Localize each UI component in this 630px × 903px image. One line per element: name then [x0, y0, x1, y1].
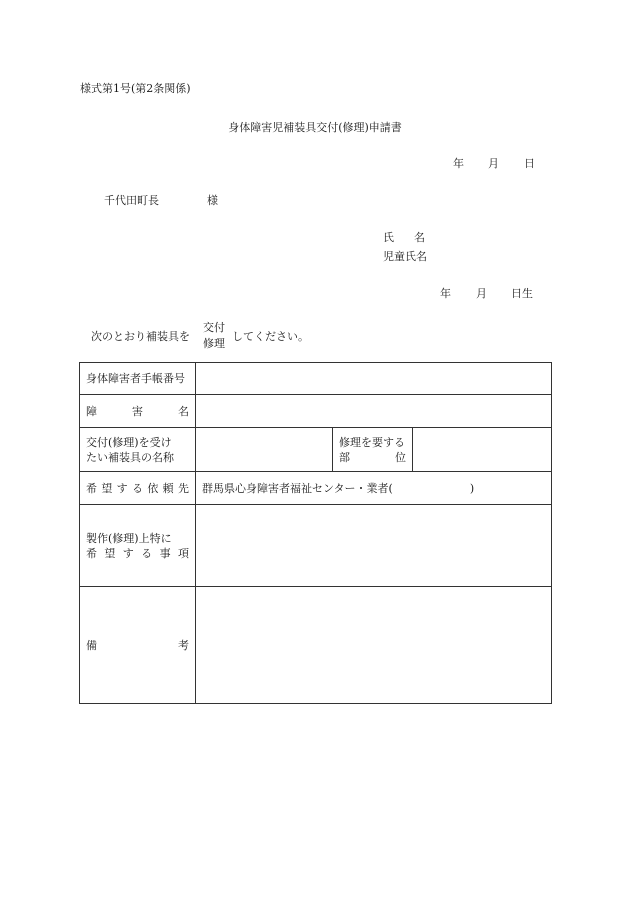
request-suffix: してください。	[232, 330, 309, 343]
repair-part-field[interactable]	[413, 428, 552, 472]
remarks-field[interactable]	[196, 587, 552, 704]
device-name-label: 交付(修理)を受け たい補装具の名称	[80, 428, 196, 472]
birth-date	[0, 288, 630, 300]
applicant-name-label	[383, 232, 425, 243]
row-handbook	[80, 363, 552, 395]
date-day-label: 日	[524, 157, 535, 170]
special-requests-field[interactable]	[196, 505, 552, 587]
addressee-name: 千代田町長	[104, 194, 159, 207]
destination-value[interactable]: 群馬県心身障害者福祉センター・業者( )	[196, 472, 552, 505]
row-disability	[80, 395, 552, 428]
name-label-part-1: 氏	[383, 231, 394, 244]
handbook-field[interactable]	[196, 363, 552, 395]
birth-day-label: 日生	[511, 287, 533, 300]
request-prefix: 次のとおり補装具を	[91, 330, 190, 343]
repair-part-label: 修理を要する 部 位	[333, 428, 413, 472]
handbook-label: 身体障害者手帳番号	[80, 363, 196, 395]
device-name-field[interactable]	[196, 428, 333, 472]
option-issue: 交付	[203, 321, 225, 334]
row-device	[80, 428, 552, 472]
birth-year-label: 年	[440, 287, 451, 300]
row-remarks	[80, 587, 552, 704]
date-month-label: 月	[488, 157, 499, 170]
row-special-requests	[80, 505, 552, 587]
application-date	[0, 158, 630, 170]
birth-month-label: 月	[476, 287, 487, 300]
addressee-suffix: 様	[207, 194, 218, 207]
option-repair: 修理	[203, 337, 225, 350]
special-requests-label: 製作(修理)上特に 希 望 す る 事 項	[80, 505, 196, 587]
form-number: 様式第1号(第2条関係)	[80, 82, 191, 95]
row-destination	[80, 472, 552, 505]
name-label-part-2: 名	[414, 231, 425, 244]
disability-label: 障 害 名	[80, 395, 196, 428]
request-options	[203, 320, 233, 352]
form-title: 身体障害児補装具交付(修理)申請書	[228, 121, 402, 134]
application-table	[79, 362, 552, 704]
child-name-label: 児童氏名	[383, 250, 427, 263]
remarks-label: 備 考	[80, 587, 196, 704]
date-year-label: 年	[453, 157, 464, 170]
disability-field[interactable]	[196, 395, 552, 428]
destination-label: 希 望 す る 依 頼 先	[80, 472, 196, 505]
